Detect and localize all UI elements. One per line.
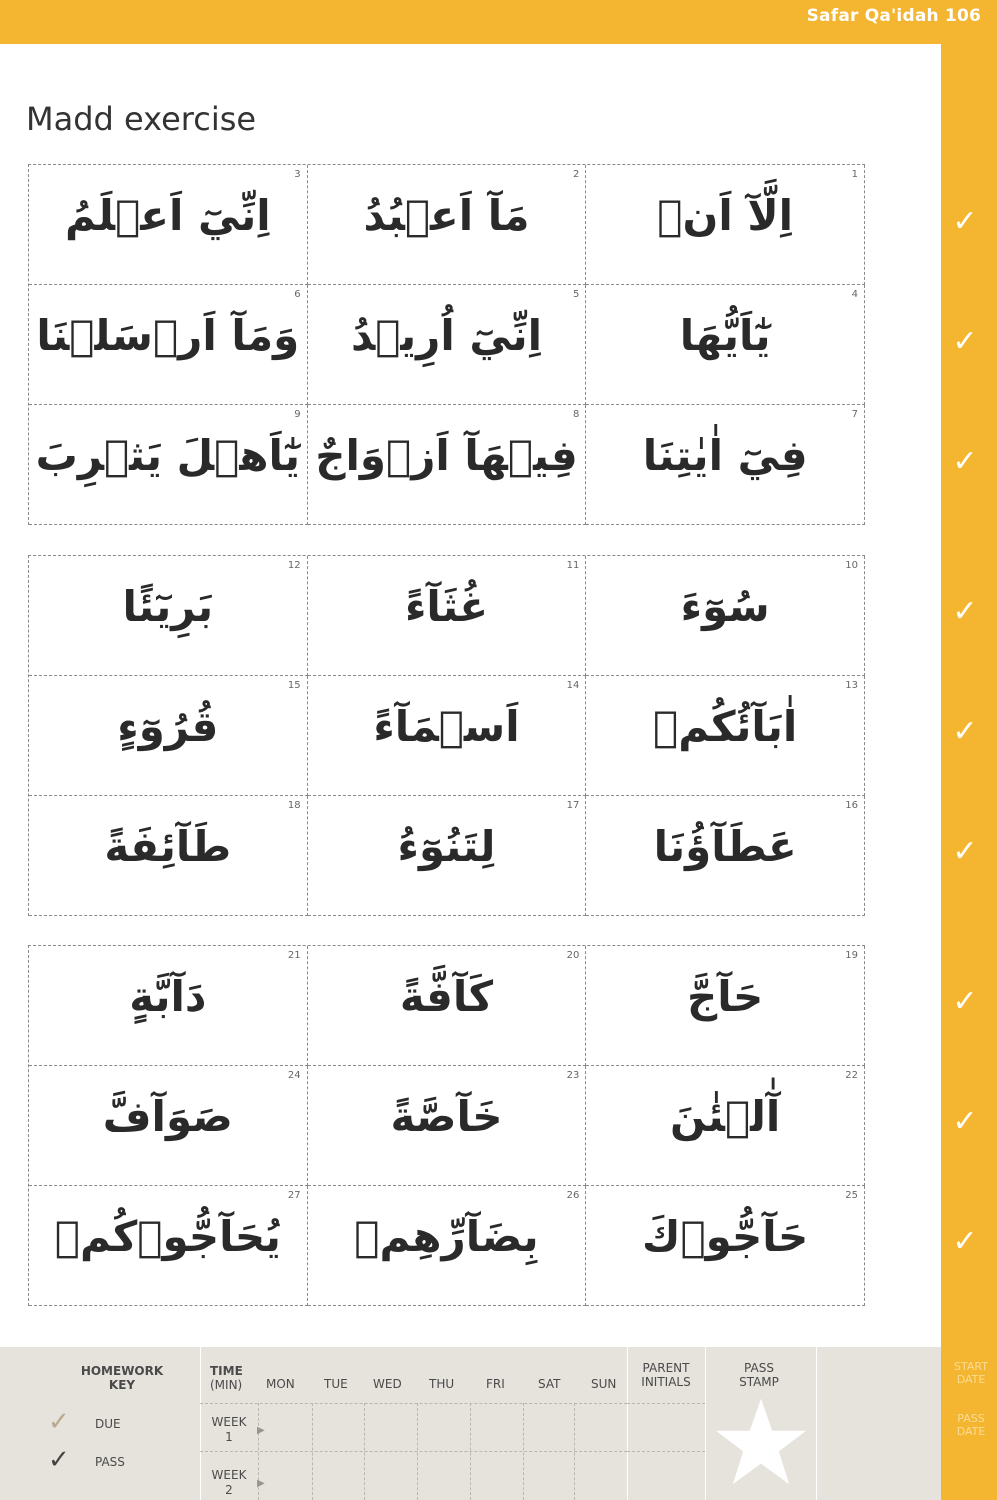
arabic-word: كَآفَّةً bbox=[399, 972, 494, 1021]
due-check-icon: ✓ bbox=[48, 1407, 70, 1437]
arabic-word: سُوٓءَ bbox=[680, 582, 770, 631]
exercise-cell bbox=[308, 1186, 587, 1306]
exercise-cell bbox=[29, 1066, 308, 1186]
due-label: DUE bbox=[95, 1417, 121, 1431]
day-header-sat: SAT bbox=[538, 1377, 561, 1391]
arabic-word: عَطَآؤُنَا bbox=[653, 822, 797, 871]
exercise-cell bbox=[29, 285, 308, 405]
book-page-header: Safar Qa'idah 106 bbox=[806, 6, 981, 26]
chevron-right-icon: ▶ bbox=[257, 1478, 265, 1489]
day-header-mon: MON bbox=[266, 1377, 295, 1391]
pass-date-label: PASS DATE bbox=[956, 1412, 986, 1438]
arabic-word: اِنِّيٓ اَعۡلَمُ bbox=[65, 191, 271, 240]
arabic-word: بَرِيٓئًا bbox=[122, 582, 214, 631]
exercise-number: 20 bbox=[566, 950, 580, 961]
exercise-number: 4 bbox=[851, 289, 858, 300]
tick-icon: ✓ bbox=[952, 204, 978, 239]
arabic-word: اٰبَآئُكُمۡ bbox=[653, 702, 798, 751]
exercise-number: 16 bbox=[845, 800, 858, 811]
arabic-word: وَمَآ اَرۡسَلۡنَا bbox=[36, 311, 300, 360]
exercise-number: 7 bbox=[851, 409, 858, 420]
exercise-cell bbox=[308, 405, 587, 525]
exercise-cell bbox=[308, 285, 587, 405]
exercise-number: 21 bbox=[287, 950, 301, 961]
exercise-number: 19 bbox=[845, 950, 858, 961]
arabic-word: قُرُوٓءٍ bbox=[117, 702, 219, 751]
exercise-cell bbox=[586, 676, 865, 796]
pass-label: PASS bbox=[95, 1455, 125, 1469]
exercise-number: 18 bbox=[287, 800, 301, 811]
arabic-word: يُحَآجُّوۡكُمۡ bbox=[54, 1212, 281, 1261]
exercise-grid-3 bbox=[28, 945, 865, 1306]
exercise-number: 22 bbox=[845, 1070, 858, 1081]
day-header-fri: FRI bbox=[486, 1377, 505, 1391]
exercise-cell bbox=[29, 1186, 308, 1306]
exercise-cell bbox=[308, 1066, 587, 1186]
parent-initials-header: PARENT INITIALS bbox=[641, 1361, 691, 1389]
homework-panel bbox=[0, 1347, 941, 1500]
arabic-word: خَآصَّةً bbox=[390, 1092, 503, 1141]
exercise-number: 8 bbox=[572, 409, 580, 420]
arabic-word: حَآجَّ bbox=[687, 972, 764, 1021]
exercise-number: 24 bbox=[287, 1070, 301, 1081]
arabic-word: صَوَآفَّ bbox=[102, 1092, 233, 1141]
arabic-word: يٰٓاَيُّهَا bbox=[679, 311, 771, 360]
week-2-label: WEEK 2 bbox=[211, 1468, 247, 1497]
day-header-tue: TUE bbox=[324, 1377, 348, 1391]
exercise-cell bbox=[308, 676, 587, 796]
week-1-label: WEEK 1 bbox=[211, 1415, 247, 1444]
exercise-number: 5 bbox=[572, 289, 580, 300]
exercise-number: 3 bbox=[294, 169, 301, 180]
arabic-word: فِيۡهَآ اَزۡوَاجٌ bbox=[315, 431, 578, 480]
pass-stamp-header: PASS STAMP bbox=[739, 1361, 779, 1389]
arabic-word: دَآبَّةٍ bbox=[129, 972, 207, 1021]
arabic-word: يٰٓاَهۡلَ يَثۡرِبَ bbox=[35, 431, 301, 480]
exercise-cell bbox=[586, 796, 865, 916]
exercise-number: 14 bbox=[566, 680, 580, 691]
homework-table bbox=[200, 1347, 941, 1500]
exercise-cell bbox=[308, 556, 587, 676]
exercise-grid-1 bbox=[28, 164, 865, 525]
exercise-cell bbox=[308, 946, 587, 1066]
exercise-cell bbox=[308, 796, 587, 916]
arabic-word: فِيٓ اٰيٰتِنَا bbox=[642, 431, 808, 480]
exercise-number: 17 bbox=[566, 800, 580, 811]
day-header-wed: WED bbox=[373, 1377, 402, 1391]
exercise-number: 13 bbox=[845, 680, 858, 691]
exercise-number: 27 bbox=[287, 1190, 301, 1201]
chevron-right-icon: ▶ bbox=[257, 1425, 265, 1436]
exercise-number: 9 bbox=[294, 409, 301, 420]
arabic-word: بِضَآرِّهِمۡ bbox=[354, 1212, 539, 1261]
day-header-sun: SUN bbox=[591, 1377, 617, 1391]
arabic-word: اِنِّيٓ اُرِيۡدُ bbox=[350, 311, 543, 360]
start-date-label: START DATE bbox=[954, 1360, 988, 1386]
exercise-number: 12 bbox=[287, 560, 301, 571]
day-header-thu: THU bbox=[429, 1377, 455, 1391]
tick-icon: ✓ bbox=[952, 324, 978, 359]
exercise-number: 2 bbox=[572, 169, 580, 180]
exercise-cell bbox=[586, 165, 865, 285]
arabic-word: غُثَآءً bbox=[404, 582, 489, 631]
tick-icon: ✓ bbox=[952, 834, 978, 869]
exercise-cell bbox=[308, 165, 587, 285]
exercise-number: 25 bbox=[845, 1190, 858, 1201]
arabic-word: حَآجُّوۡكَ bbox=[641, 1212, 809, 1261]
tick-icon: ✓ bbox=[952, 444, 978, 479]
arabic-word: اَسۡمَآءً bbox=[373, 702, 520, 751]
arabic-word: اِلَّآ اَنۡ bbox=[657, 191, 794, 240]
arabic-word: مَآ اَعۡبُدُ bbox=[363, 191, 530, 240]
tick-icon: ✓ bbox=[952, 1224, 978, 1259]
exercise-cell bbox=[586, 1186, 865, 1306]
exercise-cell bbox=[586, 946, 865, 1066]
exercise-cell bbox=[29, 165, 308, 285]
exercise-number: 6 bbox=[294, 289, 301, 300]
arabic-word: طَآئِفَةً bbox=[104, 822, 232, 871]
exercise-cell bbox=[29, 676, 308, 796]
exercise-cell bbox=[29, 946, 308, 1066]
homework-key-title: HOMEWORK KEY bbox=[80, 1364, 164, 1392]
exercise-cell bbox=[29, 796, 308, 916]
exercise-cell bbox=[586, 1066, 865, 1186]
time-header: TIME (MIN) bbox=[210, 1364, 243, 1392]
tick-icon: ✓ bbox=[952, 594, 978, 629]
exercise-cell bbox=[586, 285, 865, 405]
pass-check-icon: ✓ bbox=[48, 1445, 70, 1475]
tick-icon: ✓ bbox=[952, 1104, 978, 1139]
arabic-word: لِتَنُوٓءُ bbox=[397, 822, 496, 871]
page-title: Madd exercise bbox=[26, 100, 257, 138]
exercise-grid-2 bbox=[28, 555, 865, 916]
tick-icon: ✓ bbox=[952, 984, 978, 1019]
exercise-number: 26 bbox=[566, 1190, 580, 1201]
exercise-cell bbox=[586, 405, 865, 525]
tick-icon: ✓ bbox=[952, 714, 978, 749]
arabic-word: آٰلۡئٰنَ bbox=[670, 1092, 781, 1141]
exercise-cell bbox=[586, 556, 865, 676]
exercise-cell bbox=[29, 405, 308, 525]
exercise-number: 23 bbox=[566, 1070, 580, 1081]
exercise-number: 15 bbox=[287, 680, 301, 691]
star-icon bbox=[714, 1395, 808, 1489]
exercise-cell bbox=[29, 556, 308, 676]
exercise-number: 10 bbox=[845, 560, 858, 571]
exercise-number: 1 bbox=[851, 169, 858, 180]
exercise-number: 11 bbox=[566, 560, 580, 571]
